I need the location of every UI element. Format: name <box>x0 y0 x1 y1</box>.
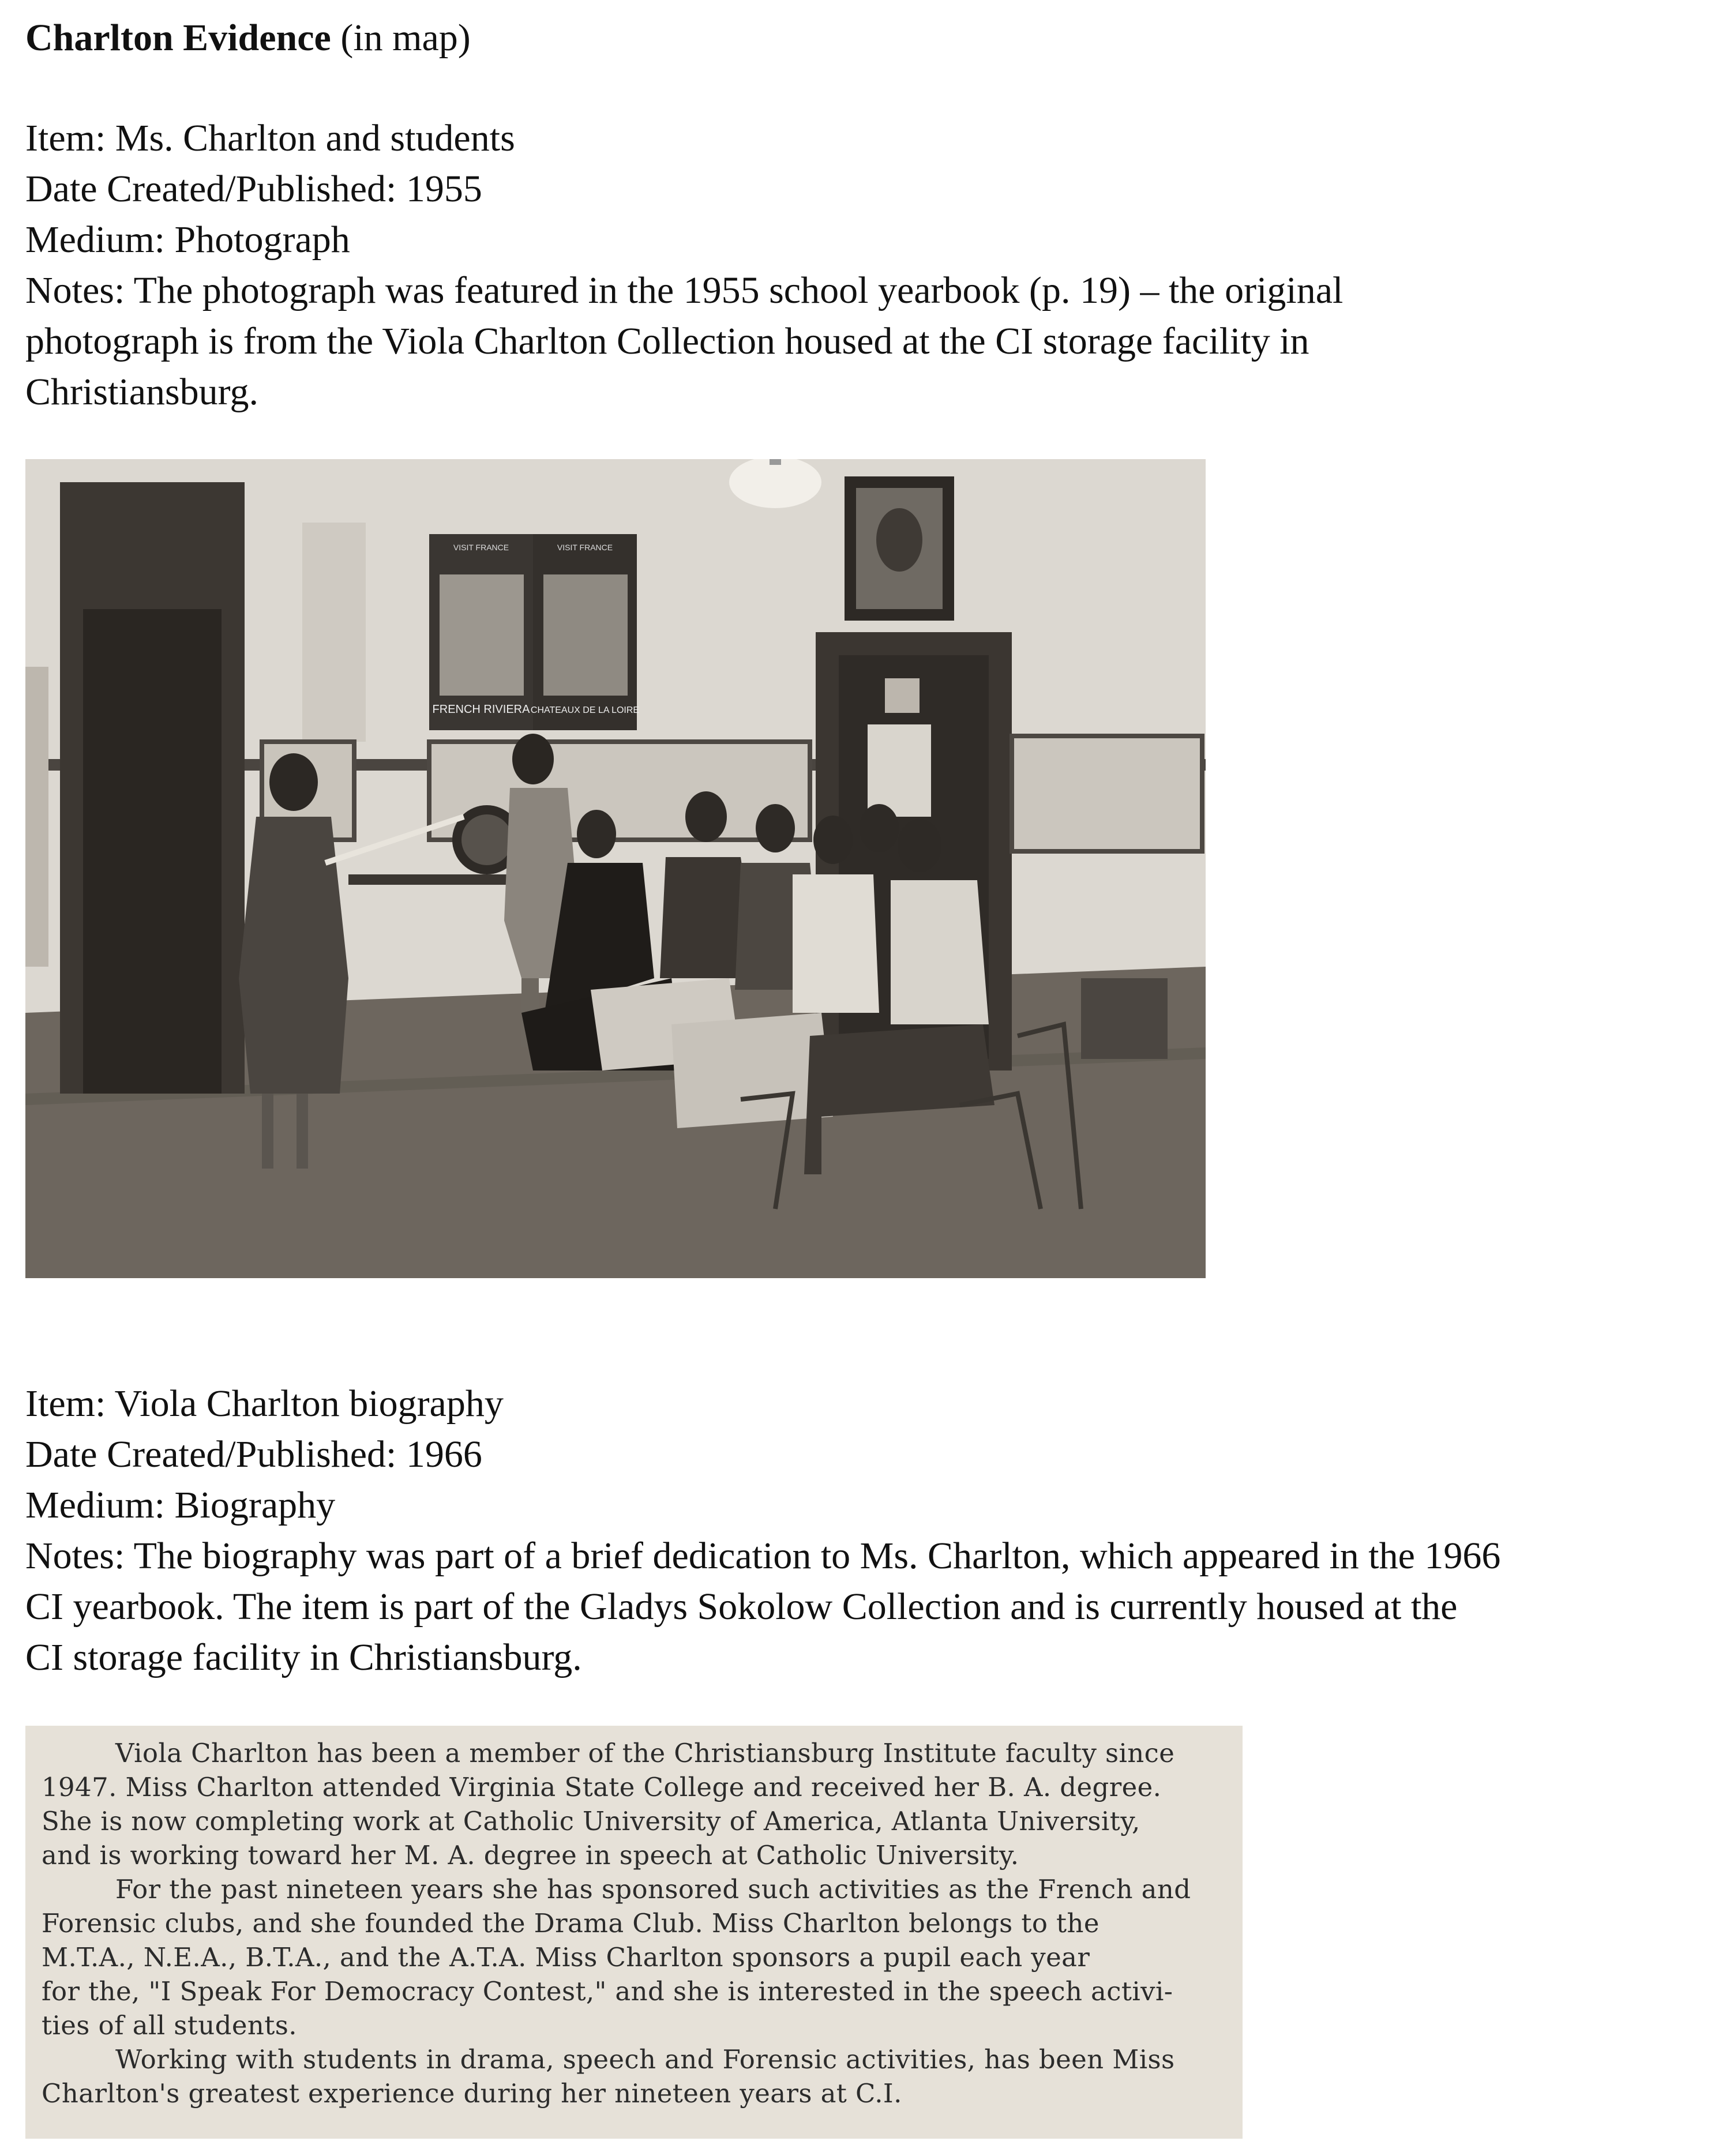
item2-medium: Medium: Biography <box>25 1484 336 1526</box>
clipping-line: She is now completing work at Catholic University of America, Atlanta University, <box>42 1806 1140 1836</box>
title-bold: Charlton Evidence <box>25 17 331 59</box>
title-rest: (in map) <box>331 17 471 59</box>
poster-right-caption: CHATEAUX DE LA LOIRE <box>530 705 640 715</box>
photograph-illustration <box>25 459 1206 1278</box>
clipping-line: Viola Charlton has been a member of the Christiansburg Institute faculty since <box>115 1738 1175 1768</box>
biography-clipping <box>25 1726 1243 2139</box>
item1-date: Date Created/Published: 1955 <box>25 168 482 210</box>
item2-name: Item: Viola Charlton biography <box>25 1383 504 1425</box>
clipping-line: Forensic clubs, and she founded the Drama Club. Miss Charlton belongs to the <box>42 1908 1099 1939</box>
clipping-line: M.T.A., N.E.A., B.T.A., and the A.T.A. Miss Charlton sponsors a pupil each year <box>42 1942 1090 1973</box>
page-title <box>25 13 471 63</box>
item2-notes-line1: Notes: The biography was part of a brief dedication to Ms. Charlton, which appeared in the 1966 <box>25 1535 1501 1577</box>
classroom-photograph <box>25 459 1206 1278</box>
item1-notes-line1: Notes: The photograph was featured in the 1955 school yearbook (p. 19) – the original <box>25 269 1344 311</box>
item1-notes-line2: photograph is from the Viola Charlton Collection housed at the CI storage facility in <box>25 320 1309 362</box>
clipping-line: ties of all students. <box>42 2010 297 2041</box>
item1-name: Item: Ms. Charlton and students <box>25 117 515 159</box>
poster-left-header: VISIT FRANCE <box>453 543 509 552</box>
clipping-line: and is working toward her M. A. degree in speech at Catholic University. <box>42 1840 1019 1870</box>
clipping-line: 1947. Miss Charlton attended Virginia State College and received her B. A. degree. <box>42 1772 1162 1802</box>
clipping-line: Working with students in drama, speech and Forensic activities, has been Miss <box>115 2044 1175 2075</box>
item1-notes-line3: Christiansburg. <box>25 371 258 413</box>
item2-notes-line3: CI storage facility in Christiansburg. <box>25 1636 582 1678</box>
clipping-line: Charlton's greatest experience during her nineteen years at C.I. <box>42 2078 902 2109</box>
clipping-line: For the past nineteen years she has sponsored such activities as the French and <box>115 1874 1191 1905</box>
clipping-line: for the, "I Speak For Democracy Contest," and she is interested in the speech activi- <box>42 1976 1173 2007</box>
item1-medium: Medium: Photograph <box>25 219 350 261</box>
item2-date: Date Created/Published: 1966 <box>25 1433 482 1475</box>
poster-left-caption: FRENCH RIVIERA <box>432 703 530 716</box>
poster-right-header: VISIT FRANCE <box>557 543 613 552</box>
item2-notes-line2: CI yearbook. The item is part of the Gladys Sokolow Collection and is currently housed at the <box>25 1586 1458 1628</box>
